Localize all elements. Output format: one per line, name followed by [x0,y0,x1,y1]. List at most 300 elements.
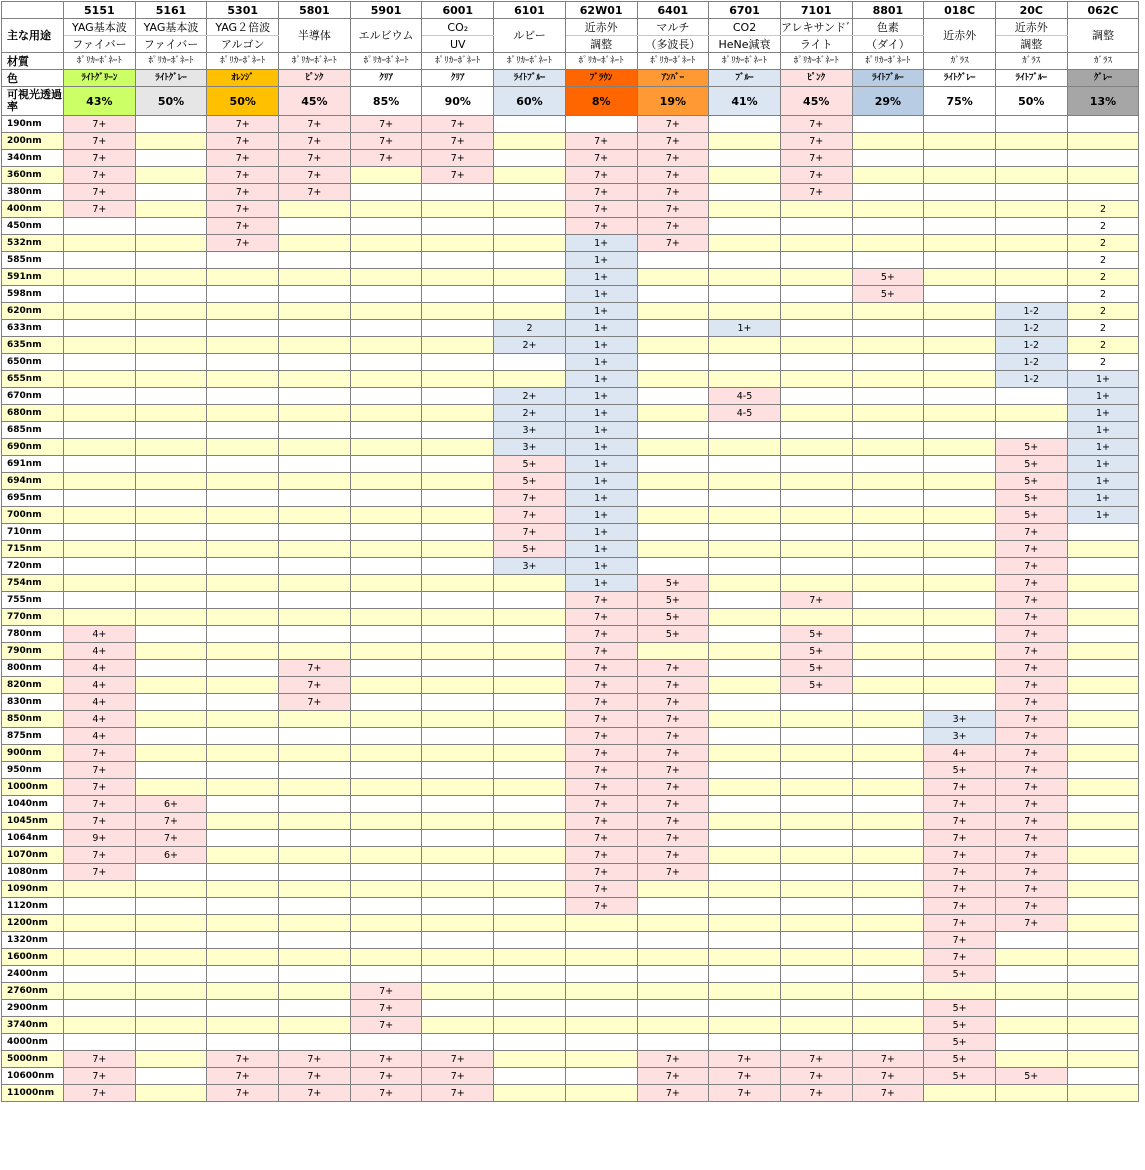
optical-density-cell [64,949,136,966]
optical-density-cell: 7+ [637,1051,709,1068]
optical-density-cell: 1-2 [995,337,1067,354]
optical-density-cell [279,541,351,558]
wavelength-label: 710nm [2,524,64,541]
optical-density-cell [1067,745,1139,762]
optical-density-cell [422,201,494,218]
optical-density-cell: 7+ [995,643,1067,660]
optical-density-cell [709,1000,781,1017]
optical-density-cell: 5+ [780,660,852,677]
optical-density-cell: 5+ [924,966,996,983]
optical-density-cell: 5+ [924,1000,996,1017]
optical-density-cell [1067,813,1139,830]
wavelength-label: 340nm [2,150,64,167]
optical-density-cell [135,524,207,541]
wavelength-label: 11000nm [2,1085,64,1102]
optical-density-cell [350,830,422,847]
optical-density-cell [494,881,566,898]
color-cell: ﾗｲﾄｸﾞﾘｰﾝ [64,70,136,87]
optical-density-cell [279,371,351,388]
optical-density-cell [565,116,637,133]
optical-density-cell: 7+ [637,116,709,133]
optical-density-cell [207,371,279,388]
optical-density-cell: 2 [1067,269,1139,286]
optical-density-cell [135,507,207,524]
optical-density-cell [494,949,566,966]
optical-density-cell: 7+ [780,1051,852,1068]
optical-density-cell: 7+ [565,201,637,218]
optical-density-cell: 7+ [64,1051,136,1068]
optical-density-cell: 7+ [350,150,422,167]
wavelength-row [2,133,1139,150]
optical-density-cell [350,473,422,490]
optical-density-cell [279,949,351,966]
optical-density-cell [1067,575,1139,592]
wavelength-row [2,575,1139,592]
optical-density-cell [279,575,351,592]
optical-density-cell [852,949,924,966]
optical-density-cell [709,643,781,660]
optical-density-cell [924,354,996,371]
optical-density-cell [709,796,781,813]
visible-light-transmittance-cell: 75% [924,87,996,116]
optical-density-cell: 1+ [565,405,637,422]
optical-density-cell [1067,898,1139,915]
color-cell: ｸﾘｱ [422,70,494,87]
wavelength-label: 4000nm [2,1034,64,1051]
optical-density-cell [135,473,207,490]
optical-density-cell [924,626,996,643]
optical-density-cell: 7+ [565,218,637,235]
optical-density-cell [995,1034,1067,1051]
optical-density-cell: 5+ [924,1051,996,1068]
optical-density-cell [422,252,494,269]
optical-density-cell [709,592,781,609]
wavelength-row [2,643,1139,660]
optical-density-cell: 3+ [924,728,996,745]
optical-density-cell [637,439,709,456]
optical-density-cell [64,507,136,524]
optical-density-cell [565,1068,637,1085]
optical-density-cell [924,456,996,473]
optical-density-cell [64,983,136,1000]
optical-density-cell [709,1017,781,1034]
optical-density-cell: 5+ [852,269,924,286]
model-code-cell: 5301 [207,2,279,19]
optical-density-cell: 7+ [422,1051,494,1068]
optical-density-cell: 7+ [350,1000,422,1017]
optical-density-cell: 7+ [637,711,709,728]
visible-light-transmittance-cell: 41% [709,87,781,116]
optical-density-cell [852,728,924,745]
wavelength-row [2,201,1139,218]
optical-density-cell [207,541,279,558]
optical-density-cell [279,439,351,456]
optical-density-cell [494,728,566,745]
optical-density-cell: 5+ [780,626,852,643]
optical-density-cell [279,405,351,422]
optical-density-cell [637,473,709,490]
optical-density-cell [780,983,852,1000]
wavelength-label: 720nm [2,558,64,575]
primary-use-subcell: 調整 [995,36,1067,53]
material-cell: ﾎﾟﾘｶｰﾎﾞﾈｰﾄ [207,53,279,70]
optical-density-cell: 7+ [637,796,709,813]
optical-density-cell [780,558,852,575]
optical-density-cell [279,1000,351,1017]
optical-density-cell [135,779,207,796]
optical-density-cell [494,898,566,915]
optical-density-cell [780,201,852,218]
optical-density-cell: 7+ [924,847,996,864]
optical-density-cell: 7+ [924,949,996,966]
optical-density-cell [422,473,494,490]
optical-density-cell: 7+ [279,184,351,201]
primary-use-cell: 近赤外 [924,19,996,53]
optical-density-cell [207,507,279,524]
optical-density-cell: 7+ [350,1068,422,1085]
optical-density-cell [709,490,781,507]
wavelength-row [2,592,1139,609]
optical-density-cell [709,286,781,303]
optical-density-cell [1067,677,1139,694]
optical-density-cell: 7+ [350,1085,422,1102]
optical-density-cell [422,337,494,354]
optical-density-cell: 7+ [207,201,279,218]
optical-density-cell [135,252,207,269]
optical-density-cell [709,660,781,677]
optical-density-cell [780,881,852,898]
optical-density-cell [494,711,566,728]
optical-density-cell: 7+ [995,813,1067,830]
optical-density-cell [350,456,422,473]
optical-density-cell [422,592,494,609]
optical-density-cell: 5+ [995,490,1067,507]
optical-density-cell [64,1000,136,1017]
primary-use-cell: マルチ [637,19,709,36]
optical-density-cell [135,235,207,252]
optical-density-cell [995,201,1067,218]
optical-density-cell [207,711,279,728]
color-cell: ﾗｲﾄﾌﾞﾙｰ [494,70,566,87]
optical-density-cell: 7+ [207,218,279,235]
wavelength-label: 5000nm [2,1051,64,1068]
wavelength-row [2,439,1139,456]
optical-density-cell [637,286,709,303]
optical-density-cell [422,694,494,711]
optical-density-cell [279,966,351,983]
optical-density-cell: 1+ [565,558,637,575]
optical-density-cell: 1+ [565,252,637,269]
optical-density-cell [64,932,136,949]
optical-density-cell [279,269,351,286]
optical-density-cell [852,643,924,660]
optical-density-cell: 7+ [207,1051,279,1068]
optical-density-cell [350,558,422,575]
optical-density-cell [852,898,924,915]
optical-density-cell [565,1085,637,1102]
optical-density-cell [780,932,852,949]
optical-density-cell [422,847,494,864]
wavelength-label: 2400nm [2,966,64,983]
optical-density-cell: 7+ [350,1051,422,1068]
wavelength-row [2,524,1139,541]
optical-density-cell [279,337,351,354]
optical-density-cell [279,303,351,320]
model-code-cell: 5901 [350,2,422,19]
optical-density-cell: 7+ [709,1051,781,1068]
wavelength-label: 591nm [2,269,64,286]
optical-density-cell [924,1085,996,1102]
optical-density-cell [637,490,709,507]
optical-density-cell: 7+ [207,235,279,252]
optical-density-cell [279,915,351,932]
color-cell: ﾋﾟﾝｸ [279,70,351,87]
header-corner-cell [2,2,64,19]
optical-density-cell: 1+ [565,388,637,405]
wavelength-label: 754nm [2,575,64,592]
color-label: 色 [2,70,64,87]
wavelength-label: 1045nm [2,813,64,830]
optical-density-cell [709,133,781,150]
optical-density-cell [207,847,279,864]
wavelength-row [2,1000,1139,1017]
optical-density-cell [135,728,207,745]
optical-density-cell [852,439,924,456]
color-cell: ﾗｲﾄﾌﾞﾙｰ [995,70,1067,87]
optical-density-cell [494,660,566,677]
primary-use-label: 主な用途 [2,19,64,53]
primary-use-cell: CO2 [709,19,781,36]
optical-density-cell [279,201,351,218]
optical-density-cell [494,966,566,983]
optical-density-cell [422,490,494,507]
optical-density-cell [207,626,279,643]
optical-density-cell: 7+ [565,167,637,184]
optical-density-cell: 7+ [565,133,637,150]
optical-density-cell: 7+ [207,116,279,133]
optical-density-cell: 5+ [995,456,1067,473]
optical-density-cell [279,524,351,541]
optical-density-cell: 4-5 [709,388,781,405]
optical-density-cell [135,405,207,422]
primary-use-cell: YAG基本波 [64,19,136,36]
optical-density-cell [924,133,996,150]
optical-density-cell: 7+ [637,235,709,252]
optical-density-cell [135,133,207,150]
optical-density-cell [852,303,924,320]
optical-density-cell [924,218,996,235]
optical-density-cell [494,1051,566,1068]
wavelength-row [2,473,1139,490]
optical-density-cell [924,269,996,286]
material-label: 材質 [2,53,64,70]
optical-density-cell: 7+ [565,813,637,830]
optical-density-cell [64,898,136,915]
optical-density-cell [422,1034,494,1051]
optical-density-cell: 6+ [135,796,207,813]
wavelength-label: 532nm [2,235,64,252]
optical-density-cell [995,133,1067,150]
optical-density-cell [422,303,494,320]
optical-density-cell: 5+ [995,507,1067,524]
laser-filter-spec-table [1,1,1139,1102]
optical-density-cell [207,320,279,337]
wavelength-row [2,235,1139,252]
optical-density-cell: 7+ [995,524,1067,541]
optical-density-cell: 7+ [279,1068,351,1085]
optical-density-cell [709,881,781,898]
optical-density-cell: 7+ [637,184,709,201]
optical-density-cell: 7+ [64,864,136,881]
optical-density-cell [64,252,136,269]
optical-density-cell [135,626,207,643]
optical-density-cell [279,881,351,898]
optical-density-cell [637,303,709,320]
optical-density-cell [780,320,852,337]
primary-use-row [2,19,1139,36]
optical-density-cell: 7+ [64,1068,136,1085]
optical-density-cell [780,728,852,745]
optical-density-cell [995,235,1067,252]
optical-density-cell [494,677,566,694]
optical-density-cell [350,524,422,541]
optical-density-cell: 4+ [64,626,136,643]
wavelength-label: 1120nm [2,898,64,915]
wavelength-row [2,915,1139,932]
optical-density-cell [924,167,996,184]
optical-density-cell: 7+ [422,1068,494,1085]
wavelength-row [2,507,1139,524]
optical-density-cell [709,677,781,694]
optical-density-cell: 7+ [64,150,136,167]
optical-density-cell: 7+ [995,898,1067,915]
optical-density-cell [350,218,422,235]
wavelength-label: 685nm [2,422,64,439]
optical-density-cell [64,609,136,626]
wavelength-row [2,1068,1139,1085]
optical-density-cell [135,949,207,966]
wavelength-label: 190nm [2,116,64,133]
color-cell: ｸﾞﾚｰ [1067,70,1139,87]
optical-density-cell [637,252,709,269]
material-cell: ﾎﾟﾘｶｰﾎﾞﾈｰﾄ [637,53,709,70]
wavelength-label: 200nm [2,133,64,150]
optical-density-cell [422,830,494,847]
optical-density-cell: 1+ [1067,507,1139,524]
optical-density-cell: 2 [494,320,566,337]
optical-density-cell [494,813,566,830]
optical-density-cell: 7+ [637,1068,709,1085]
optical-density-cell: 1-2 [995,320,1067,337]
optical-density-cell [422,932,494,949]
optical-density-cell [207,575,279,592]
optical-density-cell [852,779,924,796]
optical-density-cell [350,932,422,949]
optical-density-cell: 7+ [422,167,494,184]
color-cell: ﾗｲﾄｸﾞﾚｰ [135,70,207,87]
optical-density-cell [350,575,422,592]
wavelength-label: 755nm [2,592,64,609]
wavelength-row [2,1034,1139,1051]
wavelength-row [2,490,1139,507]
optical-density-cell [852,796,924,813]
optical-density-cell: 7+ [995,694,1067,711]
wavelength-label: 1600nm [2,949,64,966]
optical-density-cell: 1+ [565,320,637,337]
wavelength-row [2,269,1139,286]
optical-density-cell [924,388,996,405]
primary-use-cell: 近赤外 [565,19,637,36]
wavelength-label: 10600nm [2,1068,64,1085]
optical-density-cell: 7+ [995,558,1067,575]
optical-density-cell [1067,779,1139,796]
optical-density-cell: 7+ [995,541,1067,558]
optical-density-cell [924,235,996,252]
optical-density-cell [995,966,1067,983]
optical-density-cell [780,354,852,371]
optical-density-cell [422,320,494,337]
optical-density-cell [924,116,996,133]
optical-density-cell [64,915,136,932]
optical-density-cell [637,422,709,439]
optical-density-cell: 3+ [494,422,566,439]
optical-density-cell: 7+ [995,677,1067,694]
optical-density-cell [135,609,207,626]
wavelength-row [2,609,1139,626]
optical-density-cell: 7+ [780,1068,852,1085]
wavelength-row [2,881,1139,898]
optical-density-cell [637,915,709,932]
optical-density-cell [780,898,852,915]
optical-density-cell: 7+ [565,864,637,881]
optical-density-cell [995,150,1067,167]
optical-density-cell [852,320,924,337]
visible-light-transmittance-cell: 8% [565,87,637,116]
optical-density-cell: 7+ [565,898,637,915]
optical-density-cell [852,694,924,711]
wavelength-row [2,150,1139,167]
optical-density-cell [422,966,494,983]
optical-density-cell: 7+ [637,694,709,711]
optical-density-cell: 2 [1067,286,1139,303]
optical-density-cell [637,983,709,1000]
optical-density-cell [494,762,566,779]
optical-density-cell [135,745,207,762]
optical-density-cell [422,405,494,422]
optical-density-cell [207,864,279,881]
optical-density-cell: 1+ [565,269,637,286]
optical-density-cell: 7+ [852,1085,924,1102]
optical-density-cell: 7+ [637,864,709,881]
optical-density-cell: 7+ [350,133,422,150]
optical-density-cell [852,711,924,728]
optical-density-cell [637,388,709,405]
primary-use-subcell: ライト [780,36,852,53]
optical-density-cell: 1-2 [995,354,1067,371]
optical-density-cell: 1+ [565,286,637,303]
optical-density-cell [207,966,279,983]
optical-density-cell: 2 [1067,252,1139,269]
wavelength-row [2,983,1139,1000]
optical-density-cell: 5+ [637,592,709,609]
wavelength-label: 1320nm [2,932,64,949]
optical-density-cell [207,337,279,354]
optical-density-cell [494,201,566,218]
optical-density-cell [135,354,207,371]
optical-density-cell: 1+ [1067,405,1139,422]
optical-density-cell [709,949,781,966]
optical-density-cell [64,422,136,439]
